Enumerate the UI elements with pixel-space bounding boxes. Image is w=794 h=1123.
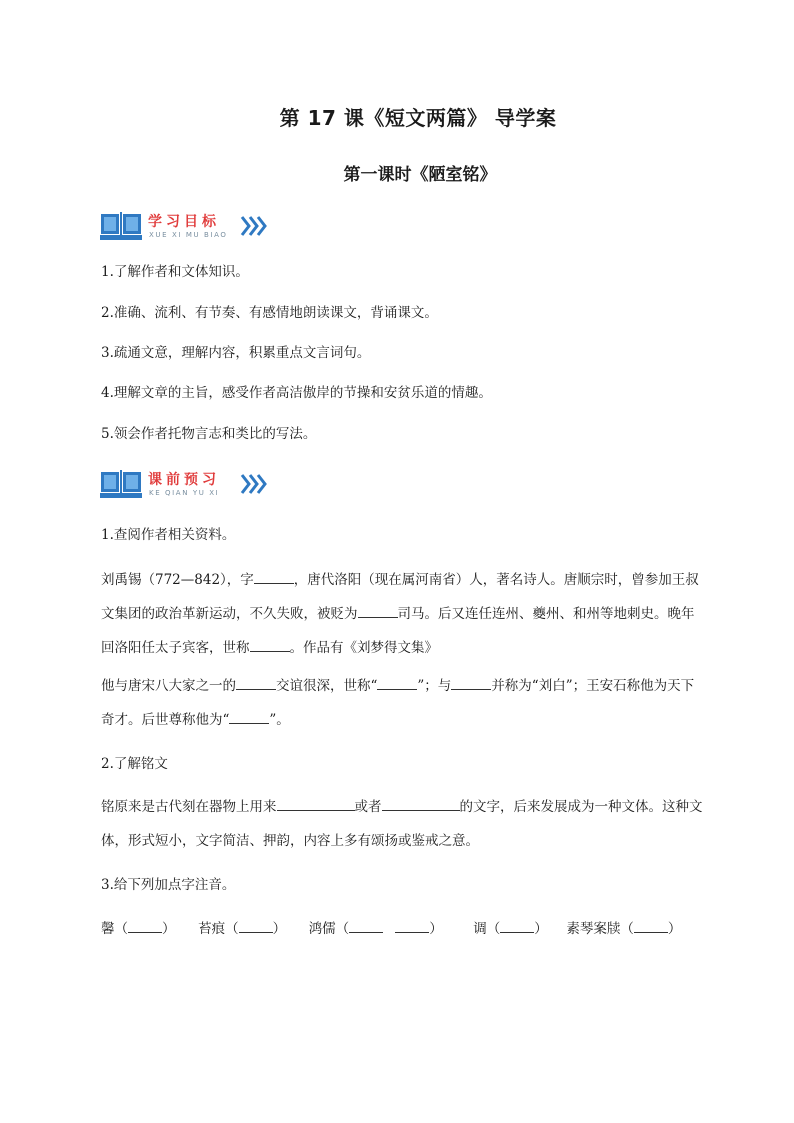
pinyin-blank[interactable] [634, 918, 668, 933]
goal-item: 1.了解作者和文体知识。 [101, 264, 249, 280]
goal-item: 2.准确、流利、有节奏、有感情地朗读课文，背诵课文。 [101, 305, 438, 321]
open-book-icon [100, 470, 142, 500]
open-book-icon [100, 212, 142, 242]
pinyin-blank[interactable] [500, 918, 534, 933]
pinyin-exercise-row: 馨（ ） 苔痕（ ） 鸿儒（ ） 调（ ） 素琴案牍（ ） [101, 918, 681, 938]
fill-blank[interactable] [358, 603, 398, 618]
chevrons-right-icon [240, 214, 270, 238]
fill-blank[interactable] [229, 709, 269, 724]
chevrons-right-icon [240, 472, 270, 496]
page-title: 第 17 课《短文两篇》 导学案 [279, 106, 557, 130]
pinyin-blank[interactable] [239, 918, 273, 933]
goal-item: 5.领会作者托物言志和类比的写法。 [101, 426, 317, 442]
fill-blank[interactable] [451, 675, 491, 690]
goal-item: 3.疏通文意，理解内容，积累重点文言词句。 [101, 345, 371, 361]
goal-item: 4.理解文章的主旨，感受作者高洁傲岸的节操和安贫乐道的情趣。 [101, 385, 492, 401]
relations-paragraph: 他与唐宋八大家之一的 交谊很深，世称“ ”；与 并称为“刘白”；王安石称他为天下奇才。后世尊称他为“ ”。 [101, 669, 707, 737]
preview-question-3: 3.给下列加点字注音。 [101, 877, 236, 893]
fill-blank[interactable] [236, 675, 276, 690]
fill-blank[interactable] [254, 569, 294, 584]
author-paragraph: 刘禹锡（772—842），字 ，唐代洛阳（现在属河南省）人，著名诗人。唐顺宗时，曾参加王叔文集团的政治革新运动，不久失败，被贬为 司马。后又连任连州、夔州、和州等地刺史。晚年回洛阳任太子宾客，世称 。作品有《刘梦得文集》 [101, 563, 707, 665]
section-header-preview [100, 470, 290, 506]
section-title: 课前预习 [148, 472, 220, 488]
fill-blank[interactable] [250, 637, 290, 652]
pinyin-blank[interactable] [395, 918, 429, 933]
preview-question-1: 1.查阅作者相关资料。 [101, 527, 236, 543]
pinyin-blank[interactable] [349, 918, 383, 933]
inscription-paragraph: 铭原来是古代刻在器物上用来 或者 的文字，后来发展成为一种文体。这种文体，形式短小，文字简洁、押韵，内容上多有颂扬或鉴戒之意。 [101, 790, 707, 858]
section-pinyin: XUE XI MU BIAO [149, 231, 228, 239]
section-pinyin: KE QIAN YU XI [149, 489, 220, 497]
fill-blank[interactable] [382, 796, 460, 811]
pinyin-blank[interactable] [128, 918, 162, 933]
fill-blank[interactable] [277, 796, 355, 811]
page-subtitle: 第一课时《陋室铭》 [343, 165, 497, 185]
fill-blank[interactable] [377, 675, 417, 690]
section-header-learning-goals [100, 212, 290, 248]
section-title: 学习目标 [148, 214, 220, 230]
preview-question-2: 2.了解铭文 [101, 756, 168, 772]
